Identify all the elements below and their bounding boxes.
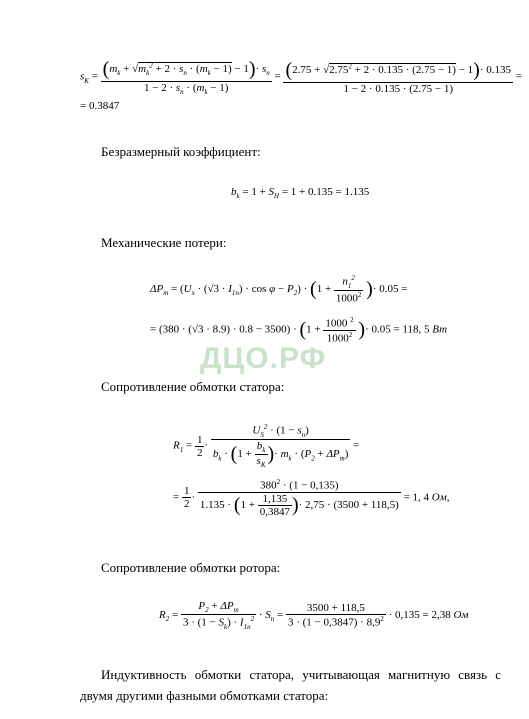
label-mechanical-losses: Механические потери: (101, 235, 227, 250)
label-rotor-resistance: Сопротивление обмотки ротора: (101, 560, 281, 575)
label-dimensionless-coefficient: Безразмерный коэффициент: (101, 144, 261, 159)
equation-r2: $R_2$ = $\frac{P_2 + \Delta P_m}{3 \cdot (1 - S_k) \cdot I_{1n}^2}$ · $S_n$ = $\frac{3500 + 118,5}{3 \cdot (1 - 0,3847) \cdot 8,9^2}$ · 0,135 = 2,38 Ом (159, 600, 469, 632)
label-stator-resistance: Сопротивление обмотки статора: (101, 379, 285, 394)
equation-bk: $b_k = 1 + S_H = 1 + 0.135 = 1.135$ (231, 186, 370, 201)
equation-r1: $R_1$ = $\frac{1}{2}$ · $U_S^2 \cdot (1 - s_n)$ $b_k \cdot (1$ + $\frac{b_k}{s_K}$ )· $m_k \cdot (P_2 + \Delta P_m)$ = (173, 423, 360, 470)
paragraph-inductance-line2: двумя другими фазными обмотками статора: (80, 688, 329, 703)
paragraph-inductance-line1: Индуктивность обмотки статора, учитывающая магнитную связь с (101, 667, 501, 682)
equation-sk-result: = 0.3847 (80, 100, 120, 112)
equation-dpm-numeric: = (380 · (√3 · 8.9) · 0.8 − 3500) · (1 + $\frac{1000 ^2}{1000^2}$ )· 0.05 = 118, 5 Вт (150, 316, 448, 345)
equation-dpm: $\Delta P_m = (U_x \cdot (√3 \cdot I_{1n}) \cdot \cos \varphi - P_2) \cdot (1$ + $\frac{n_1^2}{1000^2}$ )· 0.05 = (150, 274, 408, 305)
equation-r1-numeric: = $\frac{1}{2}$ · $380^2 \cdot (1 - 0,135)$ 1.135 · (1 + $\frac{1,135}{0,3847}$ )· 2,75 · (3500 + 118,5) = 1, 4 Ом, (173, 478, 450, 518)
equation-sk: $s_K$ = $\frac{(m_k + √m_k^2 + 2 \cdot s_n \cdot (m_k - 1) - 1)\cdot s_n}{1 - 2 \cdot s_n \cdot (m_k - 1)}$ = $\frac{(2.75 + √2.75^2 + 2 \cdot 0.135 \cdot (2.75 - 1) - 1)\cdot 0.135}{1 - 2 \cdot 0.135 \cdot (2.75 - 1)}$ = (80, 58, 522, 97)
watermark: ДЦО.РФ (200, 342, 327, 375)
